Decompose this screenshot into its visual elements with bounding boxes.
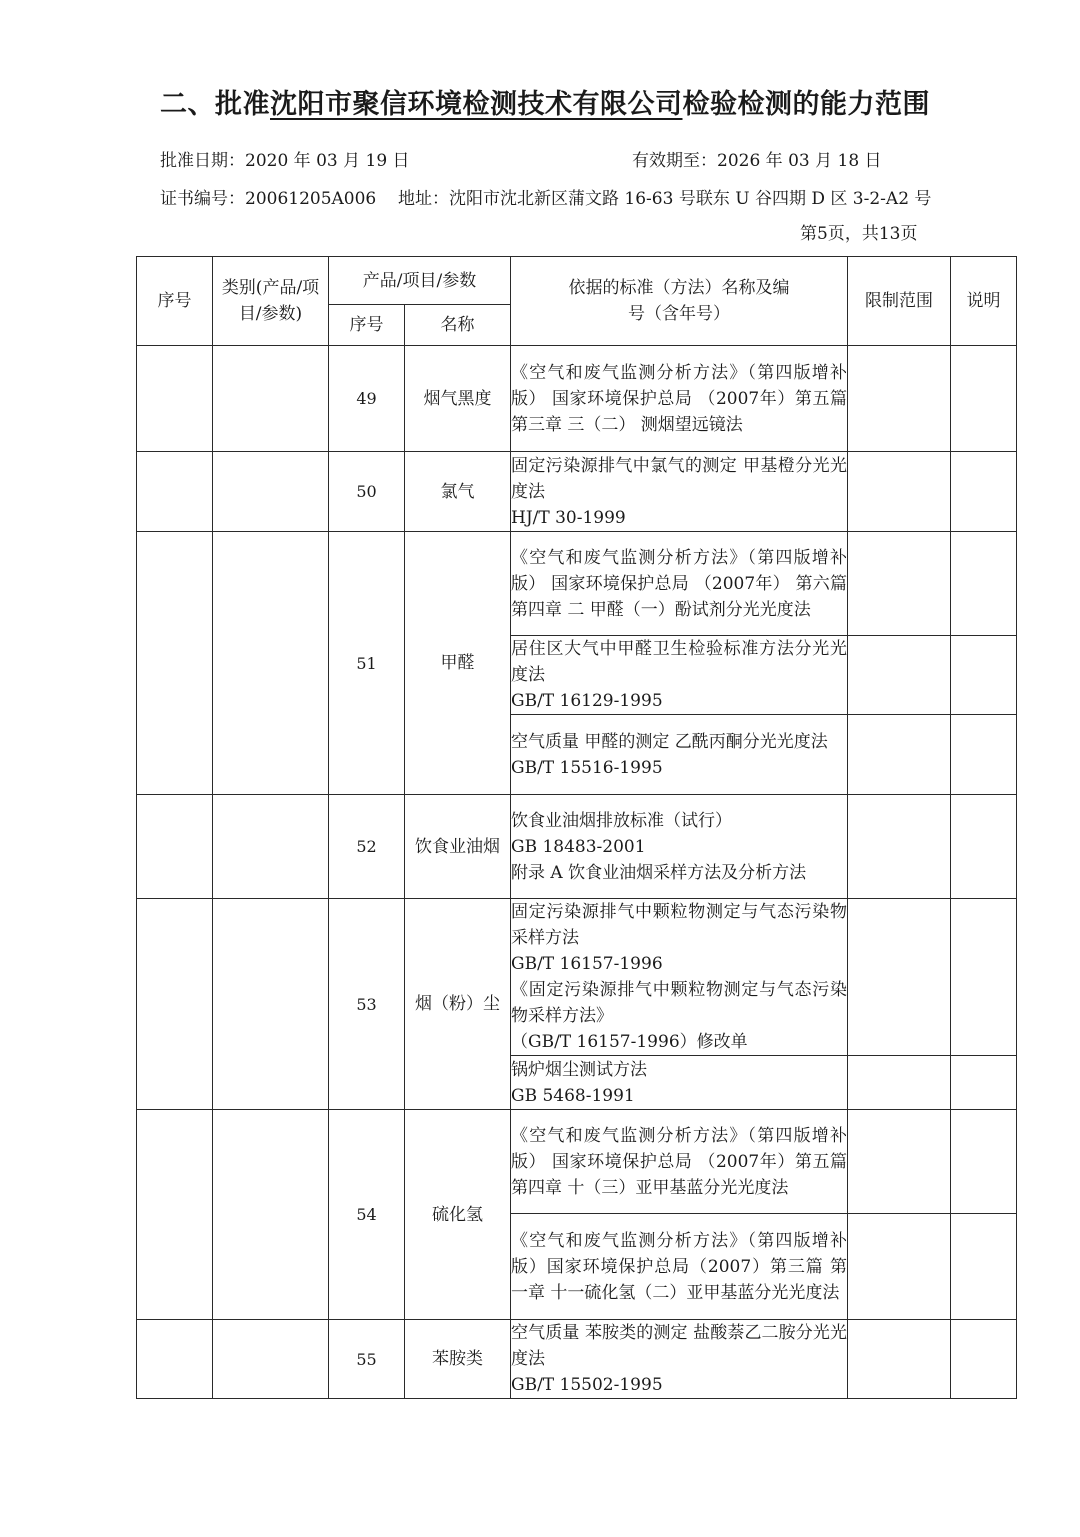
standard-line: 空气质量 苯胺类的测定 盐酸萘乙二胺分光光度法 — [511, 1323, 847, 1369]
note-cell — [951, 532, 1017, 636]
capability-table — [136, 256, 1017, 1399]
item-number: 50 — [329, 452, 405, 532]
table-row — [137, 899, 1017, 1056]
standard-method — [511, 715, 848, 795]
standard-line: GB/T 15502-1995 — [511, 1375, 663, 1395]
page-title — [160, 82, 930, 121]
seq-cell — [137, 1110, 213, 1320]
category-cell — [213, 346, 329, 452]
standard-line: HJ/T 30-1999 — [511, 507, 626, 528]
standard-line: 《空气和废气监测分析方法》（第四版增补版） 国家环境保护总局 （2007年）第五篇 第四章 十（三）亚甲基蓝分光光度法 — [511, 1125, 847, 1198]
table-row — [137, 346, 1017, 452]
item-name: 氯气 — [405, 452, 511, 532]
company-name: 沈阳市聚信环境检测技术有限公司 — [270, 89, 683, 120]
note-cell — [951, 1214, 1017, 1320]
standard-line: GB/T 15516-1995 — [511, 757, 663, 778]
item-number: 54 — [329, 1110, 405, 1320]
limit-cell — [848, 715, 951, 795]
note-cell — [951, 795, 1017, 899]
limit-cell — [848, 1110, 951, 1214]
note-cell — [951, 1110, 1017, 1214]
category-cell — [213, 795, 329, 899]
standard-method — [511, 346, 848, 452]
standard-line: GB/T 16129-1995 — [511, 691, 663, 711]
standard-method — [511, 1214, 848, 1320]
header-category: 类别(产品/项目/参数) — [213, 257, 329, 346]
valid-until: 有效期至：2026 年 03 月 18 日 — [632, 151, 882, 171]
header-sub-seq: 序号 — [329, 305, 405, 346]
standard-method — [511, 532, 848, 636]
certificate-number: 证书编号：20061205A006 — [160, 189, 377, 209]
item-name: 烟（粉）尘 — [405, 899, 511, 1110]
standard-method — [511, 1320, 848, 1399]
table-row — [137, 1320, 1017, 1399]
limit-cell — [848, 1214, 951, 1320]
seq-cell — [137, 346, 213, 452]
standard-line: 《空气和废气监测分析方法》（第四版增补版） 国家环境保护总局 （2007年） 第六篇 第四章 二 甲醛（一）酚试剂分光光度法 — [511, 547, 847, 620]
note-cell — [951, 346, 1017, 452]
header-note: 说明 — [951, 257, 1017, 346]
limit-cell — [848, 636, 951, 715]
seq-cell — [137, 532, 213, 795]
note-cell — [951, 715, 1017, 795]
standard-line: 固定污染源排气中颗粒物测定与气态污染物采样方法 — [511, 902, 847, 948]
note-cell — [951, 452, 1017, 532]
standard-line: 《固定污染源排气中颗粒物测定与气态污染物采样方法》 — [511, 980, 847, 1026]
item-number: 55 — [329, 1320, 405, 1399]
standard-line: 居住区大气中甲醛卫生检验标准方法分光光度法 — [511, 639, 847, 685]
item-name: 硫化氢 — [405, 1110, 511, 1320]
standard-line: 锅炉烟尘测试方法 — [511, 1059, 647, 1080]
header-seq: 序号 — [137, 257, 213, 346]
category-cell — [213, 452, 329, 532]
category-cell — [213, 899, 329, 1110]
table-row — [137, 452, 1017, 532]
title-suffix: 检验检测的能力范围 — [682, 89, 930, 120]
item-number: 49 — [329, 346, 405, 452]
limit-cell — [848, 346, 951, 452]
item-number: 53 — [329, 899, 405, 1110]
limit-cell — [848, 1320, 951, 1399]
seq-cell — [137, 1320, 213, 1399]
standard-method — [511, 636, 848, 715]
seq-cell — [137, 899, 213, 1110]
header-standard: 依据的标准（方法）名称及编号（含年号） — [511, 257, 848, 346]
standard-line: GB 5468-1991 — [511, 1085, 635, 1106]
address: 地址：沈阳市沈北新区蒲文路 16-63 号联东 U 谷四期 D 区 3-2-A2 号 — [398, 189, 932, 209]
note-cell — [951, 899, 1017, 1056]
limit-cell — [848, 452, 951, 532]
category-cell — [213, 1320, 329, 1399]
standard-line: 空气质量 甲醛的测定 乙酰丙酮分光光度法 — [511, 731, 828, 752]
standard-method — [511, 1056, 848, 1110]
limit-cell — [848, 1056, 951, 1110]
header-limit: 限制范围 — [848, 257, 951, 346]
standard-method — [511, 1110, 848, 1214]
limit-cell — [848, 899, 951, 1056]
title-prefix: 二、批准 — [160, 89, 270, 120]
standard-line: 《空气和废气监测分析方法》（第四版增补版）国家环境保护总局（2007）第三篇 第一章 十一硫化氢（二）亚甲基蓝分光光度法 — [511, 1230, 847, 1303]
table-row — [137, 1110, 1017, 1214]
standard-line: GB/T 16157-1996 — [511, 954, 663, 974]
table-row — [137, 795, 1017, 899]
standard-line: 饮食业油烟排放标准（试行） — [511, 810, 732, 831]
seq-cell — [137, 452, 213, 532]
limit-cell — [848, 532, 951, 636]
approve-date: 批准日期：2020 年 03 月 19 日 — [160, 151, 410, 171]
note-cell — [951, 636, 1017, 715]
category-cell — [213, 532, 329, 795]
item-number: 51 — [329, 532, 405, 795]
category-cell — [213, 1110, 329, 1320]
header-product-group: 产品/项目/参数 — [329, 257, 511, 305]
standard-line: 《空气和废气监测分析方法》（第四版增补版） 国家环境保护总局 （2007年）第五篇 第三章 三（二） 测烟望远镜法 — [511, 362, 847, 435]
item-name: 饮食业油烟 — [405, 795, 511, 899]
item-name: 苯胺类 — [405, 1320, 511, 1399]
table-row — [137, 532, 1017, 636]
standard-line: （GB/T 16157-1996）修改单 — [511, 1032, 748, 1052]
seq-cell — [137, 795, 213, 899]
standard-method — [511, 452, 848, 532]
standard-line: GB 18483-2001 — [511, 836, 646, 857]
standard-method — [511, 795, 848, 899]
note-cell — [951, 1320, 1017, 1399]
page-number: 第5页，共13页 — [800, 224, 918, 244]
note-cell — [951, 1056, 1017, 1110]
standard-line: 固定污染源排气中氯气的测定 甲基橙分光光度法 — [511, 455, 847, 502]
item-name: 甲醛 — [405, 532, 511, 795]
limit-cell — [848, 795, 951, 899]
item-number: 52 — [329, 795, 405, 899]
standard-line: 附录 A 饮食业油烟采样方法及分析方法 — [511, 862, 807, 883]
standard-method — [511, 899, 848, 1056]
header-sub-name: 名称 — [405, 305, 511, 346]
item-name: 烟气黑度 — [405, 346, 511, 452]
